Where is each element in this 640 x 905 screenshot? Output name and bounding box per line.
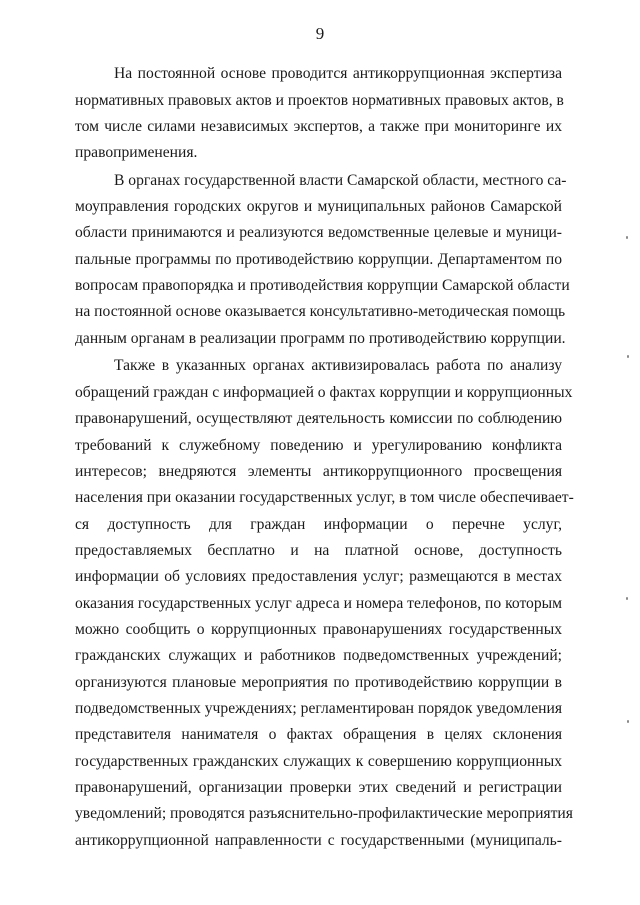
text-line: уведомлений; проводятся разъяснительно-профилактические мероприятия xyxy=(75,805,573,822)
text-line: Также в указанных органах активизировалась работа по анализу xyxy=(114,357,562,374)
text-line: правонарушений, осуществляют деятельность комиссии по соблюдению xyxy=(75,410,562,427)
text-line: В органах государственной власти Самарской области, местного са- xyxy=(114,172,567,189)
text-line: правонарушений, организации проверки этих сведений и регистрации xyxy=(75,779,562,796)
text-line: том числе силами независимых экспертов, а также при мониторинге их xyxy=(75,118,562,135)
scan-mark xyxy=(626,236,628,239)
text-line: подведомственных учреждениях; регламентирован порядок уведомления xyxy=(75,700,562,717)
text-line: гражданских служащих и работников подведомственных учреждений; xyxy=(75,647,562,664)
text-line: моуправления городских округов и муниципальных районов Самарской xyxy=(75,198,562,215)
text-line: на постоянной основе оказывается консультативно-методическая помощь xyxy=(75,303,566,320)
text-line: пальные программы по противодействию коррупции. Департаментом по xyxy=(75,251,562,268)
text-line: оказания государственных услуг адреса и номера телефонов, по которым xyxy=(75,595,562,612)
text-line: интересов; внедряются элементы антикоррупционного просвещения xyxy=(75,463,562,480)
text-line: государственных гражданских служащих к совершению коррупционных xyxy=(75,753,562,770)
text-line: нормативных правовых актов и проектов нормативных правовых актов, в xyxy=(75,92,564,109)
text-line: предоставляемых бесплатно и на платной основе, доступность xyxy=(75,542,562,559)
text-line: данным органам в реализации программ по противодействию коррупции. xyxy=(75,330,566,347)
text-line: правоприменения. xyxy=(75,144,198,161)
text-line: обращений граждан с информацией о фактах коррупции и коррупционных xyxy=(75,384,573,401)
scan-mark xyxy=(627,355,629,358)
text-line: требований к служебному поведению и урегулированию конфликта xyxy=(75,437,562,454)
page-number: 9 xyxy=(315,24,325,43)
text-line: представителя нанимателя о фактах обращения в целях склонения xyxy=(75,726,562,743)
scan-mark xyxy=(626,597,628,600)
text-line: антикоррупционной направленности с государственными (муниципаль- xyxy=(75,832,562,849)
text-line: информации об условиях предоставления услуг; размещаются в местах xyxy=(75,568,562,585)
text-line: На постоянной основе проводится антикоррупционная экспертиза xyxy=(114,65,562,82)
text-line: населения при оказании государственных услуг, в том числе обеспечивает- xyxy=(75,489,574,506)
text-line: ся доступность для граждан информации о перечне услуг, xyxy=(75,516,562,533)
text-line: вопросам правопорядка и противодействия коррупции Самарской области xyxy=(75,277,570,294)
text-line: области принимаются и реализуются ведомственные целевые и муници- xyxy=(75,224,562,241)
scan-mark xyxy=(627,720,629,723)
text-line: можно сообщить о коррупционных правонарушениях государственных xyxy=(75,621,562,638)
text-line: организуются плановые мероприятия по противодействию коррупции в xyxy=(75,674,562,691)
